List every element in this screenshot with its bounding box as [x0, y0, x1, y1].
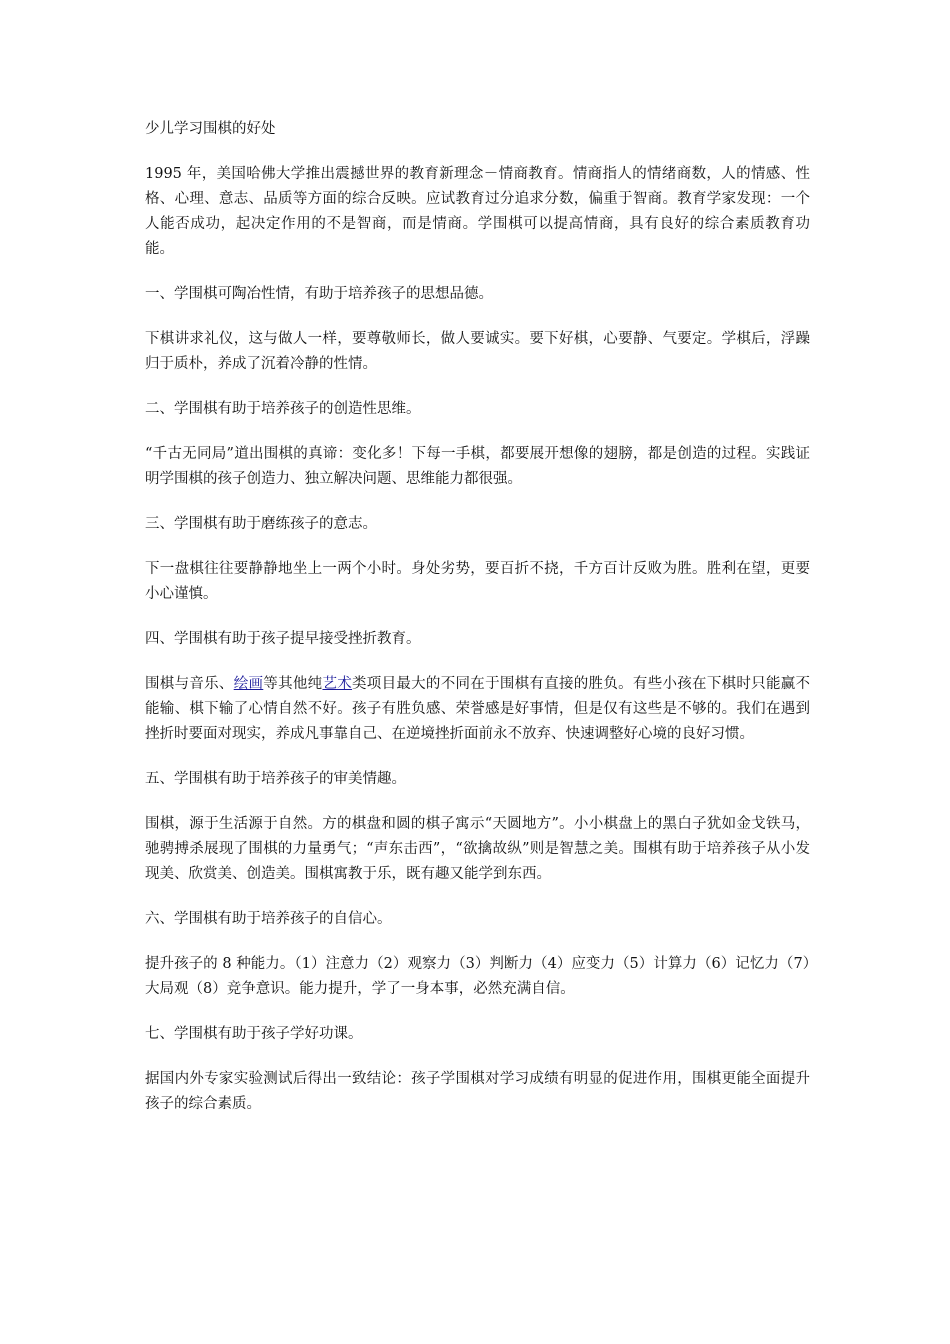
section-2-heading: 二、学围棋有助于培养孩子的创造性思维。 [145, 401, 421, 417]
section-1-heading: 一、学围棋可陶冶性情，有助于培养孩子的思想品德。 [145, 286, 493, 302]
section-7-heading: 七、学围棋有助于孩子学好功课。 [145, 1026, 363, 1042]
section-4-body [145, 672, 810, 747]
section-7-body: 据国内外专家实验测试后得出一致结论：孩子学围棋对学习成绩有明显的促进作用，围棋更能全面提升孩子的综合素质。 [145, 1071, 810, 1112]
section-5-body: 围棋，源于生活源于自然。方的棋盘和圆的棋子寓示“天圆地方”。小小棋盘上的黑白子犹如金戈铁马，驰骋搏杀展现了围棋的力量勇气；“声东击西”，“欲擒故纵”则是智慧之美。围棋有助于培养孩子从小发现美、欣赏美、创造美。围棋寓教于乐，既有趣又能学到东西。 [145, 816, 810, 882]
section-4-body-pre: 围棋与音乐、 [145, 676, 234, 692]
section-3-body: 下一盘棋往往要静静地坐上一两个小时。身处劣势，要百折不挠，千方百计反败为胜。胜利在望，更要小心谨慎。 [145, 561, 810, 602]
section-4-body-post: 类项目最大的不同在于围棋有直接的胜负。有些小孩在下棋时只能赢不能输、棋下输了心情自然不好。孩子有胜负感、荣誉感是好事情，但是仅有这些是不够的。我们在遇到挫折时要面对现实，养成凡事靠自己、在逆境挫折面前永不放弃、快速调整好心境的良好习惯。 [145, 676, 811, 742]
painting-link[interactable]: 绘画 [233, 676, 264, 692]
section-2-body: “千古无同局”道出围棋的真谛：变化多！下每一手棋，都要展开想像的翅膀，都是创造的过程。实践证明学围棋的孩子创造力、独立解决问题、思维能力都很强。 [145, 446, 810, 487]
section-5-heading: 五、学围棋有助于培养孩子的审美情趣。 [145, 771, 406, 787]
document-page [145, 117, 810, 1137]
section-6-heading: 六、学围棋有助于培养孩子的自信心。 [145, 911, 392, 927]
section-1-body: 下棋讲求礼仪，这与做人一样，要尊敬师长，做人要诚实。要下好棋，心要静、气要定。学棋后，浮躁归于质朴，养成了沉着冷静的性情。 [145, 331, 810, 372]
section-3-heading: 三、学围棋有助于磨练孩子的意志。 [145, 516, 377, 532]
section-4-body-mid: 等其他纯 [263, 676, 323, 692]
intro-paragraph: 1995 年，美国哈佛大学推出震撼世界的教育新理念－情商教育。情商指人的情绪商数，人的情感、性格、心理、意志、品质等方面的综合反映。应试教育过分追求分数，偏重于智商。教育学家发现：一个人能否成功，起决定作用的不是智商，而是情商。学围棋可以提高情商，具有良好的综合素质教育功能。 [145, 166, 810, 257]
document-title: 少儿学习围棋的好处 [145, 121, 276, 137]
art-link[interactable]: 艺术 [322, 676, 353, 692]
section-6-body: 提升孩子的 8 种能力。（1）注意力（2）观察力（3）判断力（4）应变力（5）计算力（6）记忆力（7）大局观（8）竞争意识。能力提升，学了一身本事，必然充满自信。 [145, 956, 810, 997]
section-4-heading: 四、学围棋有助于孩子提早接受挫折教育。 [145, 631, 421, 647]
